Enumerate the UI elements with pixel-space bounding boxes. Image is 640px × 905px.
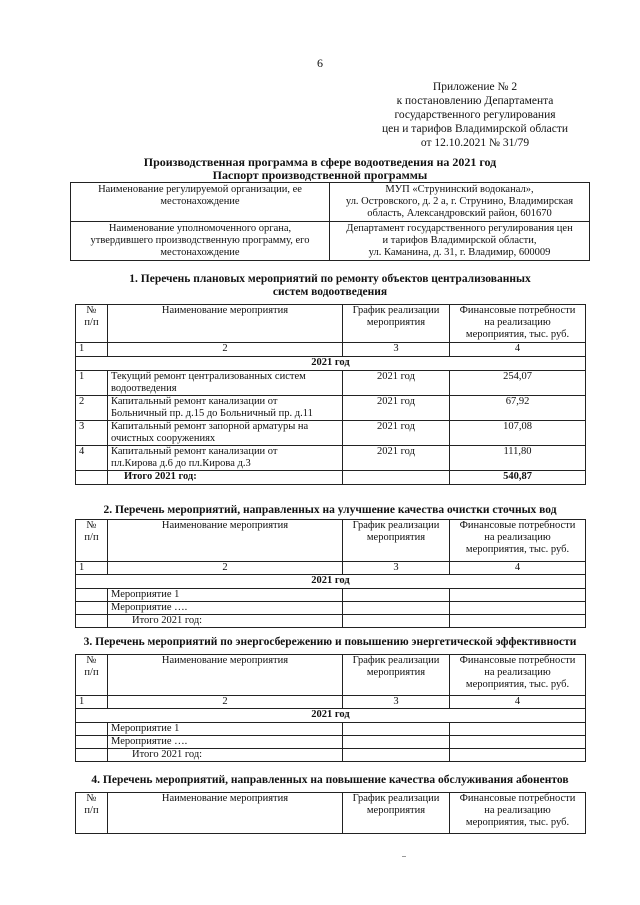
program-title: Производственная программа в сфере водоотведения на 2021 год [143, 155, 497, 169]
row-num [76, 602, 108, 615]
col-index: 1 [76, 562, 108, 575]
row-num [76, 736, 108, 749]
cell-line: очистных сооружениях [111, 433, 216, 444]
cell-line: Больничный пр. д.15 до Больничный пр. д.11 [111, 408, 313, 419]
row-name [108, 396, 343, 421]
total-num-cell [76, 615, 108, 628]
header-schedule [343, 655, 450, 696]
row-finance: 111,80 [450, 446, 586, 471]
header-schedule [343, 793, 450, 834]
cell-line: п/п [84, 667, 99, 678]
cell-line: п/п [84, 317, 99, 328]
col-index: 3 [343, 562, 450, 575]
passport-auth-label [71, 222, 330, 261]
cell-line: ул. Островского, д. 2 а, г. Струнино, Владимирская [345, 196, 574, 207]
section-title-line: систем водоотведения [272, 286, 388, 298]
cell-line: № [86, 520, 97, 531]
table-row [76, 446, 586, 471]
row-schedule [343, 723, 450, 736]
header-num [76, 305, 108, 343]
cell-line: пл.Кирова д.6 до пл.Кирова д.3 [111, 458, 251, 469]
header-schedule [343, 305, 450, 343]
row-schedule [343, 736, 450, 749]
row-num [76, 589, 108, 602]
cell-line: График реализации [352, 793, 440, 804]
col-index: 4 [450, 562, 586, 575]
table-row [76, 421, 586, 446]
cell-line: п/п [84, 805, 99, 816]
total-label: Итого 2021 год: [108, 471, 343, 485]
row-schedule [343, 589, 450, 602]
row-num [76, 723, 108, 736]
cell-line: Финансовые потребности [459, 655, 576, 666]
cell-line: Финансовые потребности [459, 793, 576, 804]
cell-line: мероприятия, тыс. руб. [465, 544, 570, 555]
col-index: 2 [108, 343, 343, 357]
cell-line: мероприятия, тыс. руб. [465, 329, 570, 340]
year-row: 2021 год [76, 709, 586, 723]
cell-line: № [86, 793, 97, 804]
col-index: 3 [343, 696, 450, 709]
year-row: 2021 год [76, 357, 586, 371]
header-finance [450, 793, 586, 834]
cell-line: на реализацию [484, 805, 551, 816]
header-schedule [343, 520, 450, 562]
section1-title [70, 273, 590, 299]
row-num: 4 [76, 446, 108, 471]
row-name: Мероприятие 1 [108, 723, 343, 736]
cell-line: мероприятия [366, 667, 426, 678]
cell-line: утвердившего производственную программу, его [90, 235, 310, 246]
row-name: Мероприятие …. [108, 736, 343, 749]
col-index: 1 [76, 696, 108, 709]
page-number: 6 [317, 56, 323, 70]
cell-line: ул. Каманина, д. 31, г. Владимир, 600009 [368, 247, 551, 258]
total-schedule-cell [343, 471, 450, 485]
section4-title: 4. Перечень мероприятий, направленных на повышение качества обслуживания абонентов [91, 774, 569, 786]
total-label: Итого 2021 год: [108, 749, 343, 762]
cell-line: График реализации [352, 520, 440, 531]
row-name: Мероприятие 1 [108, 589, 343, 602]
header-num [76, 520, 108, 562]
total-label: Итого 2021 год: [108, 615, 343, 628]
table-row [76, 723, 586, 736]
section2-title: 2. Перечень мероприятий, направленных на улучшение качества очистки сточных вод [103, 504, 557, 516]
total-value-cell [450, 615, 586, 628]
col-index: 3 [343, 343, 450, 357]
cell-line: График реализации [352, 655, 440, 666]
passport-title: Паспорт производственной программы [212, 168, 428, 182]
table-row [76, 589, 586, 602]
row-finance [450, 723, 586, 736]
row-schedule: 2021 год [343, 371, 450, 396]
total-value-cell [450, 749, 586, 762]
passport-table [70, 182, 590, 261]
header-name: Наименование мероприятия [108, 520, 343, 562]
header-name: Наименование мероприятия [108, 793, 343, 834]
row-name [108, 421, 343, 446]
row-schedule: 2021 год [343, 446, 450, 471]
appendix-line: к постановлению Департамента [396, 95, 554, 107]
row-finance: 107,08 [450, 421, 586, 446]
cell-line: Финансовые потребности [459, 305, 576, 316]
cell-line: № [86, 305, 97, 316]
appendix-line: от 12.10.2021 № 31/79 [420, 137, 530, 149]
appendix-line: Приложение № 2 [432, 81, 518, 93]
scan-mark [402, 856, 406, 857]
header-name: Наименование мероприятия [108, 655, 343, 696]
table-row [76, 736, 586, 749]
total-num-cell [76, 471, 108, 485]
passport-org-value [330, 183, 590, 222]
total-schedule-cell [343, 615, 450, 628]
cell-line: мероприятия, тыс. руб. [465, 817, 570, 828]
cell-line: № [86, 655, 97, 666]
total-value: 540,87 [450, 471, 586, 485]
appendix-line: цен и тарифов Владимирской области [381, 123, 569, 135]
section2-table [75, 519, 586, 628]
appendix-block [360, 80, 590, 150]
cell-line: Наименование уполномоченного органа, [108, 223, 292, 234]
cell-line: и тарифов Владимирской области, [382, 235, 537, 246]
cell-line: Финансовые потребности [459, 520, 576, 531]
cell-line: на реализацию [484, 667, 551, 678]
cell-line: область, Александровский район, 601670 [367, 208, 552, 219]
cell-line: Департамент государственного регулирования цен [346, 223, 573, 234]
header-num [76, 793, 108, 834]
cell-line: График реализации [352, 305, 440, 316]
row-num: 3 [76, 421, 108, 446]
row-schedule: 2021 год [343, 421, 450, 446]
row-schedule [343, 602, 450, 615]
col-index: 4 [450, 696, 586, 709]
cell-line: Капитальный ремонт запорной арматуры на [111, 421, 309, 432]
section3-title: 3. Перечень мероприятий по энергосбережению и повышению энергетической эффективности [83, 636, 577, 648]
cell-line: Наименование регулируемой организации, ее [98, 184, 302, 195]
section4-table [75, 792, 586, 834]
col-index: 2 [108, 562, 343, 575]
section1-table [75, 304, 586, 485]
table-row [76, 371, 586, 396]
row-finance: 254,07 [450, 371, 586, 396]
col-index: 4 [450, 343, 586, 357]
cell-line: мероприятия [366, 805, 426, 816]
cell-line: мероприятия [366, 532, 426, 543]
row-num: 1 [76, 371, 108, 396]
col-index: 2 [108, 696, 343, 709]
table-row [76, 396, 586, 421]
header-finance [450, 305, 586, 343]
header-finance [450, 520, 586, 562]
section3-table [75, 654, 586, 762]
passport-org-label [71, 183, 330, 222]
total-schedule-cell [343, 749, 450, 762]
table-row [76, 602, 586, 615]
cell-line: водоотведения [111, 383, 177, 394]
row-schedule: 2021 год [343, 396, 450, 421]
cell-line: мероприятия [366, 317, 426, 328]
section-title-line: 1. Перечень плановых мероприятий по ремонту объектов централизованных [129, 273, 531, 285]
cell-line: Капитальный ремонт канализации от [111, 446, 278, 457]
cell-line: мероприятия, тыс. руб. [465, 679, 570, 690]
row-finance [450, 589, 586, 602]
cell-line: местонахождение [160, 247, 240, 258]
row-finance [450, 736, 586, 749]
cell-line: Текущий ремонт централизованных систем [111, 371, 306, 382]
appendix-line: государственного регулирования [394, 109, 556, 121]
header-num [76, 655, 108, 696]
cell-line: МУП «Струнинский водоканал», [385, 184, 534, 195]
header-name: Наименование мероприятия [108, 305, 343, 343]
cell-line: на реализацию [484, 317, 551, 328]
header-finance [450, 655, 586, 696]
passport-auth-value [330, 222, 590, 261]
row-name [108, 446, 343, 471]
cell-line: местонахождение [160, 196, 240, 207]
cell-line: п/п [84, 532, 99, 543]
col-index: 1 [76, 343, 108, 357]
row-name: Мероприятие …. [108, 602, 343, 615]
row-name [108, 371, 343, 396]
row-finance: 67,92 [450, 396, 586, 421]
row-finance [450, 602, 586, 615]
total-num-cell [76, 749, 108, 762]
year-row: 2021 год [76, 575, 586, 589]
row-num: 2 [76, 396, 108, 421]
cell-line: Капитальный ремонт канализации от [111, 396, 278, 407]
cell-line: на реализацию [484, 532, 551, 543]
